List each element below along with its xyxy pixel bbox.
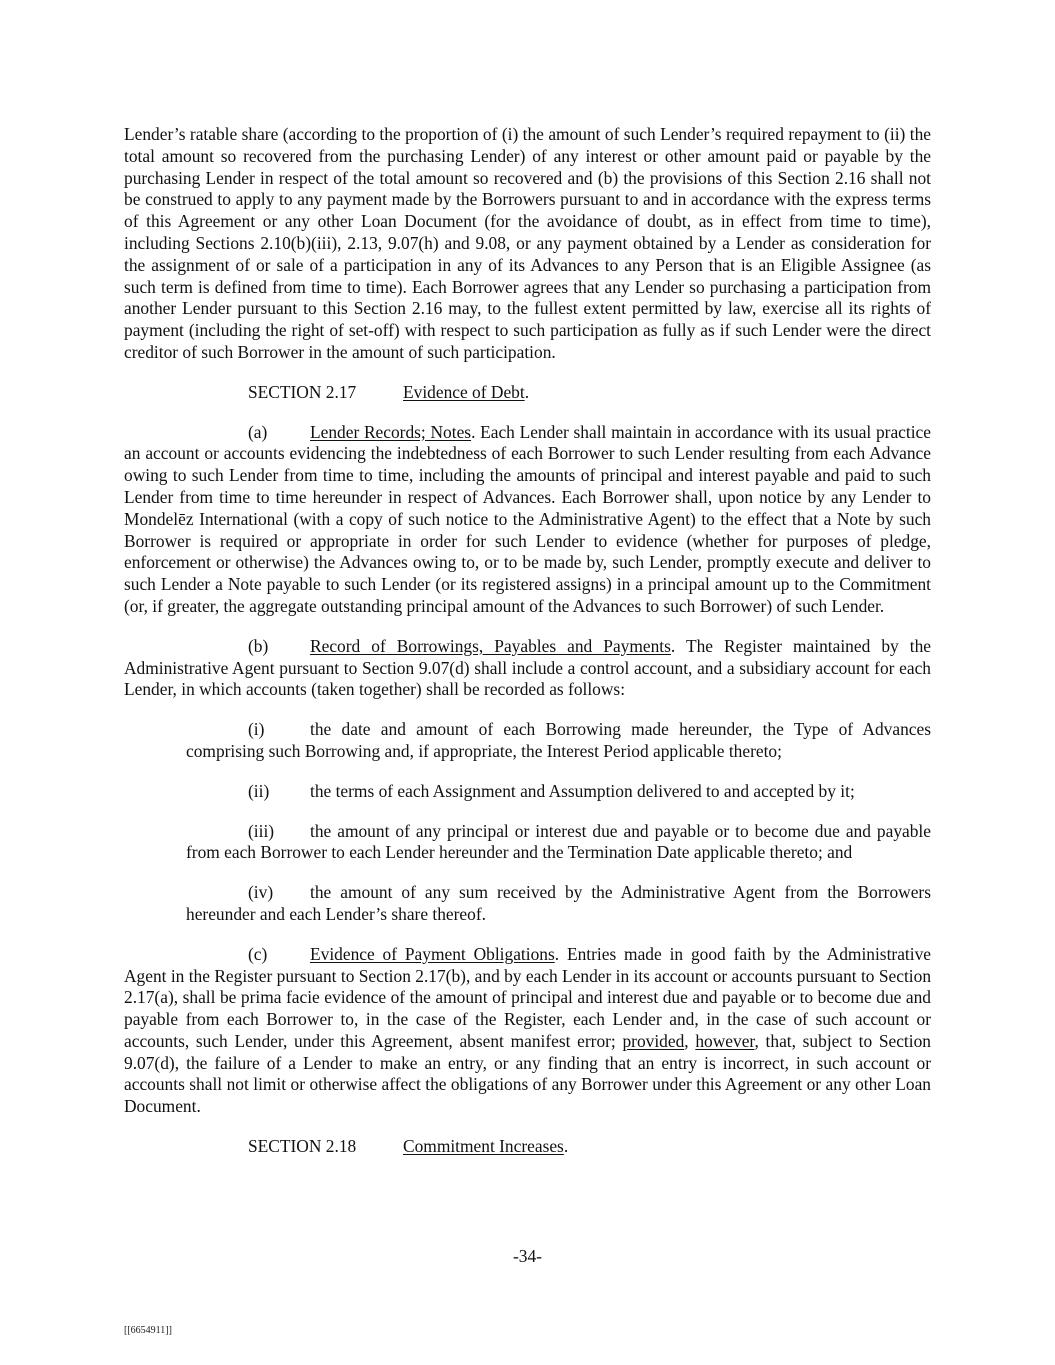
sub-item-text: the date and amount of each Borrowing made hereunder, the Type of Advances comprising such Borrowing and, if appropriate, the Interest Period applicable thereto; (186, 719, 931, 761)
sub-item-text: the amount of any principal or interest due and payable or to become due and payable from each Borrower to each Lender hereunder and the Termination Date applicable thereto; and (186, 820, 931, 863)
section-title: Commitment Increases (403, 1136, 564, 1157)
paragraph-a (124, 422, 931, 618)
continuation-paragraph: Lender’s ratable share (according to the proportion of (i) the amount of such Lender’s required repayment to (ii) the total amount so recovered from the purchasing Lender) of any interest or other amount paid or payable by the purchasing Lender in respect of the total amount so recovered and (b) the provisions of this Section 2.16 shall not be construed to apply to any payment made by the Borrowers pursuant to and in accordance with the express terms of this Agreement or any other Loan Document (for the avoidance of doubt, as in effect from time to time), including Sections 2.10(b)(iii), 2.13, 9.07(h) and 9.08, or any payment obtained by a Lender as consideration for the assignment of or sale of a participation in any of its Advances to any Person that is an Eligible Assignee (as such term is defined from time to time). Each Borrower agrees that any Lender so purchasing a participation from another Lender pursuant to this Section 2.16 may, to the fullest extent permitted by law, exercise all its rights of payment (including the right of set-off) with respect to such participation as fully as if such Lender were the direct creditor of such Borrower in the amount of such participation. (124, 124, 931, 362)
sub-item-iv (186, 882, 931, 926)
paragraph-text: . Entries made in good faith by the Administrative Agent in the Register pursuant to Section 2.17(b), and by each Lender in its account or accounts pursuant to Section 2.17(a), shall be prima facie evidence of the amount of principal and interest due and payable or to become due and payable from each Borrower to, in the case of the Register, each Lender and, in the case of such account or accounts, such Lender, under this Agreement, absent manifest error; (124, 943, 932, 1051)
paragraph-text-continued: , that, subject to Section 9.07(d), the failure of a Lender to make an entry, or any finding that an entry is incorrect, in such account or accounts shall not limit or otherwise affect the obligations of any Borrower under this Agreement or any other Loan Document. (124, 1030, 931, 1117)
sub-item-label: (ii) (248, 780, 270, 801)
sub-item-text: the terms of each Assignment and Assumption delivered to and accepted by it; (310, 780, 855, 801)
page-number: -34- (513, 1246, 542, 1266)
sub-item-ii (186, 781, 931, 803)
paragraph-label: (a) (248, 421, 268, 442)
section-2-18-heading: SECTION 2.18 Commitment Increases. (248, 1136, 569, 1157)
document-id: [[6654911]] (124, 1325, 172, 1336)
provided-term: provided (622, 1030, 685, 1051)
paragraph-label: (c) (248, 943, 268, 964)
page-body (124, 124, 931, 1158)
sub-item-label: (i) (248, 719, 265, 740)
section-2-17-heading: SECTION 2.17 Evidence of Debt. (248, 381, 530, 402)
paragraph-c: (c) Evidence of Payment Obligations. Entries made in good faith by the Administrative Agent in the Register pursuant to Section 2.17(b), and by each Lender in its account or accounts pursuant to Section 2.17(a), shall be prima facie evidence of the amount of principal and interest due and payable or to become due and payable from each Borrower to, in the case of the Register, each Lender and, in the case of such account or accounts, such Lender, under this Agreement, absent manifest error; provided, however, that, subject to Section 9.07(d), the failure of a Lender to make an entry, or any finding that an entry is incorrect, in such account or accounts shall not limit or otherwise affect the obligations of any Borrower under this Agreement or any other Loan Document. (124, 943, 932, 1117)
sub-item-label: (iv) (248, 882, 274, 903)
section-number: SECTION 2.17 (248, 381, 357, 402)
sub-item-label: (iii) (248, 820, 275, 841)
paragraph-text: . The Register maintained by the Administrative Agent pursuant to Section 9.07(d) shall include a control account, and a subsidiary account for each Lender, in which accounts (taken together) shall be recorded as follows: (124, 635, 931, 700)
paragraph-b (124, 636, 931, 701)
section-number: SECTION 2.18 (248, 1136, 357, 1157)
however-term: however (695, 1030, 755, 1051)
paragraph-title: Record of Borrowings, Payables and Payments (310, 635, 671, 656)
paragraph-label: (b) (248, 635, 269, 656)
sub-item-text: the amount of any sum received by the Administrative Agent from the Borrowers hereunder and each Lender’s share thereof. (186, 882, 931, 924)
paragraph-title: Lender Records; Notes (310, 421, 472, 442)
sub-item-i (186, 719, 931, 763)
paragraph-title: Evidence of Payment Obligations (310, 943, 555, 964)
sub-item-iii (186, 821, 931, 865)
paragraph-text: . Each Lender shall maintain in accordance with its usual practice an account or accounts evidencing the indebtedness of each Borrower to such Lender resulting from each Advance owing to such Lender from time to time, including the amounts of principal and interest payable and paid to such Lender from time to time hereunder in respect of Advances. Each Borrower shall, upon notice by any Lender to Mondelēz International (with a copy of such notice to the Administrative Agent) to the effect that a Note by such Borrower is required or appropriate in order for such Lender to evidence (whether for purposes of pledge, enforcement or otherwise) the Advances owing to, or to be made by, such Lender, promptly execute and deliver to such Lender a Note payable to such Lender (or its registered assigns) in a principal amount up to the Commitment (or, if greater, the aggregate outstanding principal amount of the Advances to such Borrower) of such Lender. (124, 421, 931, 616)
section-title: Evidence of Debt (403, 381, 525, 402)
